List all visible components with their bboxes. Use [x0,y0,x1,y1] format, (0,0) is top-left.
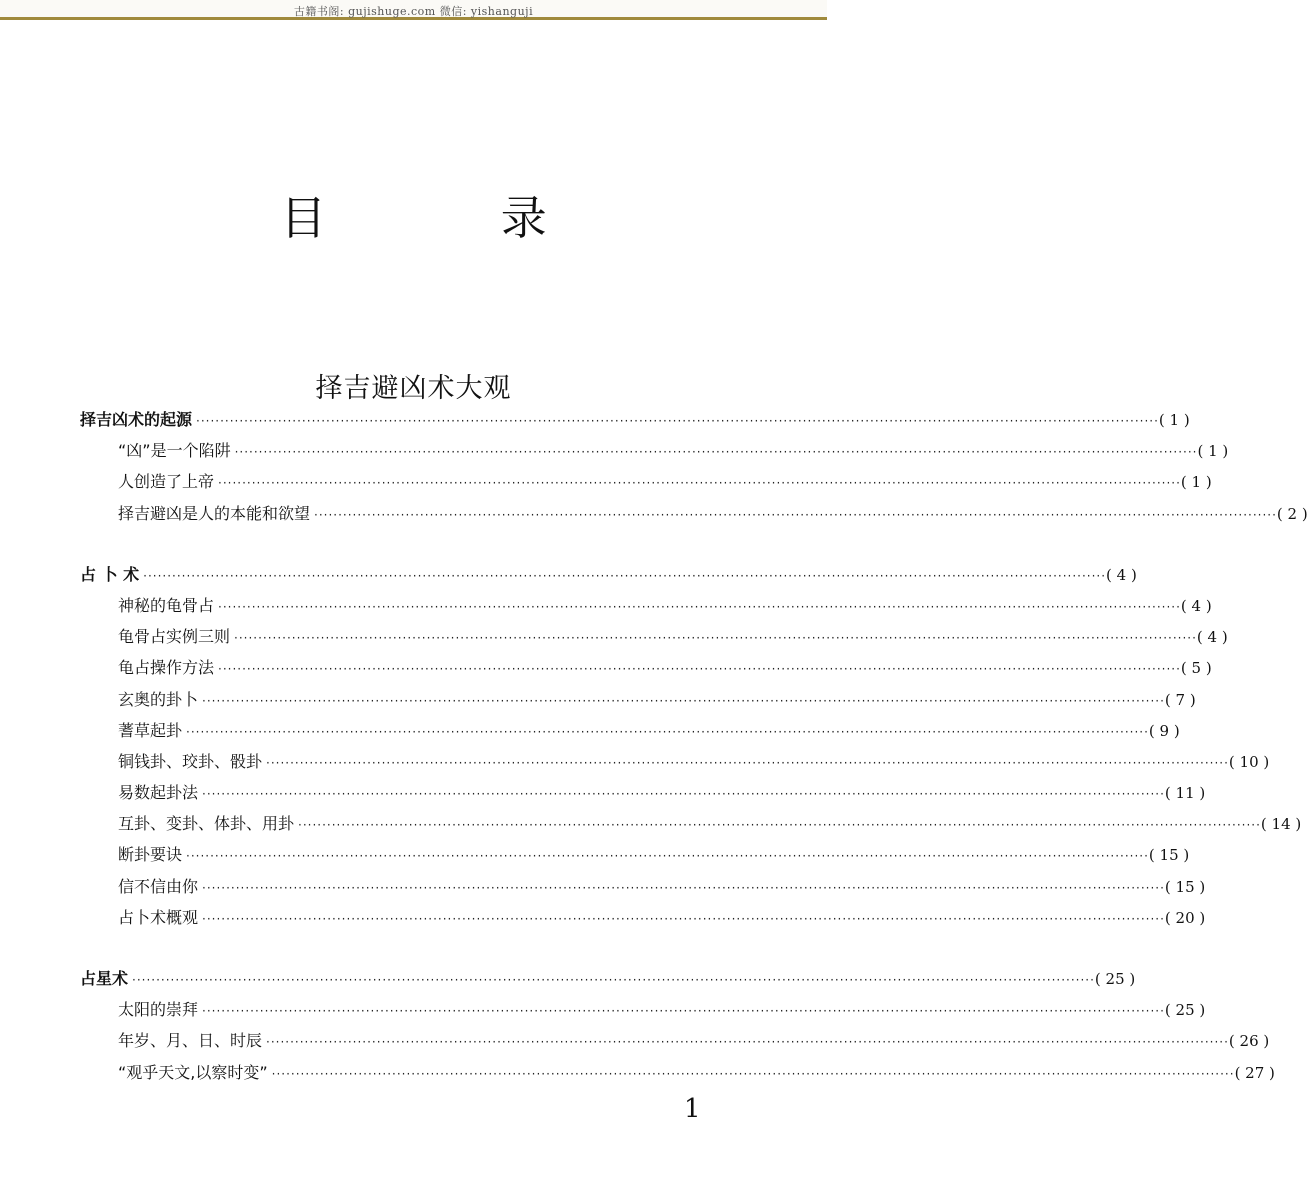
dot-leader: ········································································································································································································ [314,507,1277,522]
toc-entry-label: 占卜术概观 [118,907,199,927]
toc-entry-label: 易数起卦法 [118,783,199,803]
page-title: 目 录 [280,191,627,245]
toc-gap [80,529,722,559]
toc-entry-page: ( 15 ) [1148,846,1190,865]
toc-section-entry[interactable] [80,621,1228,652]
toc-section-entry[interactable] [80,435,1229,466]
toc-entry-page: ( 1 ) [1158,411,1190,429]
dot-leader: ········································································································································································································ [218,599,1181,614]
toc-entry-page: ( 14 ) [1260,815,1302,834]
toc-chapter-entry[interactable] [80,559,1137,590]
toc-entry-page: ( 9 ) [1148,721,1180,740]
toc-entry-page: ( 20 ) [1164,908,1206,927]
toc-section-entry[interactable] [80,590,1212,621]
toc-entry-page: ( 4 ) [1106,565,1137,584]
toc-gap [80,933,722,963]
toc-entry-page: ( 25 ) [1094,970,1136,988]
toc-section-entry[interactable] [80,1025,1270,1056]
dot-leader: ········································································································································································································ [218,662,1181,677]
dot-leader: ········································································································································································································ [186,724,1149,739]
toc-section-entry[interactable] [80,1057,1275,1088]
toc-section-entry[interactable] [80,684,1196,715]
dot-leader: ········································································································································································································ [266,1035,1229,1050]
page-number: 1 [684,1094,701,1124]
toc-entry-label: 龟占操作方法 [118,658,215,678]
toc-section-entry[interactable] [80,902,1206,933]
toc-section-entry[interactable] [80,715,1180,746]
toc-entry-label: 信不信由你 [118,876,199,896]
toc-entry-label: 互卦、变卦、体卦、用卦 [118,814,295,834]
toc-section-entry[interactable] [80,466,1212,497]
toc-entry-label: “凶”是一个陷阱 [118,441,231,461]
toc-entry-label: 神秘的龟骨占 [118,595,215,615]
toc-section-entry[interactable] [80,871,1206,902]
toc-entry-label: 人创造了上帝 [118,472,215,492]
dot-leader: ········································································································································································································ [234,445,1198,460]
toc-entry-page: ( 11 ) [1164,784,1206,803]
toc-entry-page: ( 26 ) [1228,1032,1270,1051]
toc-entry-label: 择吉凶术的起源 [80,410,193,429]
toc-section-entry[interactable] [80,777,1206,808]
toc-entry-label: 龟骨占实例三则 [118,627,231,647]
toc-section-entry[interactable] [80,808,1302,839]
dot-leader: ········································································································································································································ [234,631,1197,646]
dot-leader: ········································································································································································································ [202,693,1165,708]
dot-leader: ········································································································································································································ [266,755,1229,770]
dot-leader: ········································································································································································································ [298,818,1261,833]
dot-leader: ········································································································································································································ [202,880,1165,895]
toc-entry-page: ( 27 ) [1234,1063,1275,1082]
toc-entry-page: ( 2 ) [1276,504,1308,523]
watermark-text: 古籍书阁: gujishuge.com 微信: yishanguji [293,5,534,18]
toc-entry-label: 择吉避凶是人的本能和欲望 [118,503,311,523]
toc-entry-page: ( 10 ) [1228,752,1270,771]
dot-leader: ········································································································································································································ [196,414,1159,428]
dot-leader: ········································································································································································································ [132,973,1095,987]
toc-entry-label: 占 卜 术 [80,564,140,584]
toc-entry-label: 蓍草起卦 [118,720,183,740]
dot-leader: ········································································································································································································ [143,568,1107,583]
dot-leader: ········································································································································································································ [202,787,1165,802]
toc-chapter-entry[interactable] [80,963,1136,994]
toc-entry-label: “观乎天文,以察时变” [118,1062,268,1082]
toc-entry-label: 断卦要诀 [118,845,183,865]
toc-entry-page: ( 1 ) [1180,473,1212,492]
toc-entry-page: ( 25 ) [1164,1001,1206,1020]
dot-leader: ········································································································································································································ [218,476,1181,491]
toc-entry-page: ( 7 ) [1164,690,1196,709]
toc-section-entry[interactable] [80,839,1190,870]
dot-leader: ········································································································································································································ [202,911,1165,926]
toc-entry-page: ( 4 ) [1196,628,1228,647]
table-of-contents [80,404,1308,1088]
toc-entry-label: 太阳的崇拜 [118,1000,199,1020]
toc-section-entry[interactable] [80,746,1270,777]
toc-chapter-entry[interactable] [80,404,1190,435]
toc-entry-page: ( 1 ) [1197,442,1229,461]
toc-section-entry[interactable] [80,498,1308,529]
dot-leader: ········································································································································································································ [202,1004,1165,1019]
toc-section-entry[interactable] [80,652,1212,683]
section-title: 择吉避凶术大观 [315,373,512,404]
toc-entry-page: ( 15 ) [1164,877,1206,896]
toc-entry-label: 铜钱卦、珓卦、骰卦 [118,751,263,771]
watermark-bar [0,0,827,20]
dot-leader: ········································································································································································································ [271,1066,1235,1081]
toc-entry-page: ( 4 ) [1180,596,1212,615]
dot-leader: ········································································································································································································ [186,849,1149,864]
toc-entry-label: 年岁、月、日、时辰 [118,1031,263,1051]
toc-entry-label: 占星术 [80,969,129,988]
toc-entry-page: ( 5 ) [1180,659,1212,678]
toc-section-entry[interactable] [80,994,1206,1025]
toc-entry-label: 玄奥的卦卜 [118,689,199,709]
